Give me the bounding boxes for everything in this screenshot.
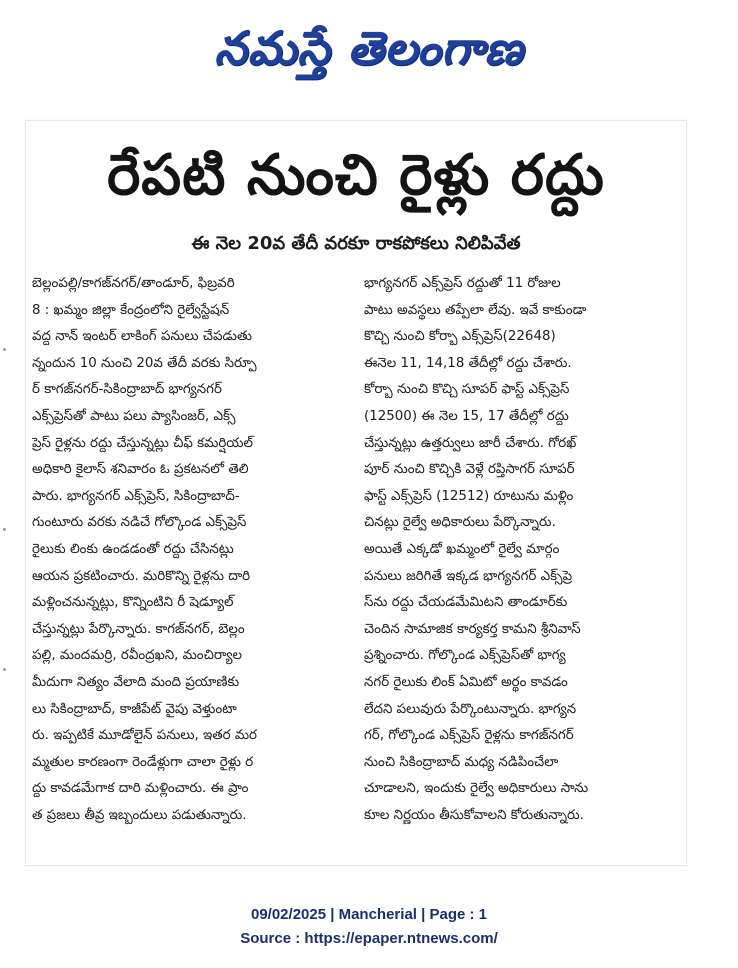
article-text-line: ర్ కాగజ్‌నగర్-సికింద్రాబాద్ భాగ్యనగర్ (32, 382, 222, 398)
newspaper-masthead (0, 8, 738, 88)
article-text-line: కోర్బా నుంచి కొచ్చి సూపర్ ఫాస్ట్ ఎక్స్‌ప్రెస్ (364, 382, 570, 398)
article-text-line: మ్మతుల కారణంగా రెండేళ్లుగా చాలా రైళ్లు ర (32, 754, 254, 770)
scan-dot (3, 348, 6, 351)
article-text-line: ప్రెస్ రైళ్లను రద్దు చేస్తున్నట్లు చీఫ్ కమర్షియల్ (32, 435, 253, 451)
article-text-line: రైలుకు లింకు ఉండడంతో రద్దు చేసినట్లు (32, 541, 234, 557)
article-column-right (364, 271, 682, 861)
article-text-line: ద్దు కావడమేగాక దారి మళ్లించారు. ఈ ప్రాం (32, 781, 249, 797)
article-subheadline: ఈ నెల 20వ తేదీ వరకూ రాకపోకలు నిలిపివేత (191, 233, 521, 254)
article-clipping (25, 120, 687, 866)
article-text-line: చినట్లు రైల్వే అధికారులు పేర్కొన్నారు. (364, 515, 556, 531)
article-text-line: చూడాలని, ఇందుకు రైల్వే అధికారులు సాను (364, 781, 589, 797)
masthead-logo: నమస్తే తెలంగాణ (214, 21, 524, 75)
article-text-line: ఎక్స్‌ప్రెస్‌తో పాటు పలు ప్యాసింజర్, ఎక్స్ (32, 408, 236, 424)
article-text-line: మళ్లించనున్నట్లు, కొన్నింటిని రీ షెడ్యూల్ (32, 595, 234, 611)
article-text-line: 8 : ఖమ్మం జిల్లా కేంద్రంలోని రైల్వేస్టేషన్ (32, 302, 230, 318)
scan-dot (3, 668, 6, 671)
footer-date-edition: 09/02/2025 | Mancherial | Page : 1 (250, 906, 488, 923)
article-text-line: గర్, గోల్కొండ ఎక్స్‌ప్రెస్ రైళ్లను కాగజ్‌నగర్ (364, 728, 574, 744)
article-text-line: పల్లి, మందమర్రి, రవీంద్రఖని, మంచిర్యాల (32, 648, 242, 664)
article-text-line: పారు. భాగ్యనగర్ ఎక్స్‌ప్రెస్, సికింద్రాబాద్- (32, 488, 240, 504)
article-text-line: ప్రశ్నించారు. గోల్కొండ ఎక్స్‌ప్రెస్‌తో భాగ్య (364, 648, 566, 664)
article-column-left (32, 271, 350, 861)
article-text-line: లేదని పలువురు పేర్కొంటున్నారు. భాగ్యన (364, 701, 577, 717)
article-text-line: త ప్రజలు తీవ్ర ఇబ్బందులు పడుతున్నారు. (32, 807, 247, 823)
article-text-line: అధికారి కైలాస్ శనివారం ఓ ప్రకటనలో తెలి (32, 462, 249, 478)
article-text-line: ఫాస్ట్ ఎక్స్‌ప్రెస్ (12512) రూటును మళ్లిం (364, 488, 574, 504)
article-text-line: చెందిన సామాజిక కార్యకర్త కామని శ్రీనివాస్ (364, 621, 581, 637)
article-text-line: న్నందున 10 నుంచి 20వ తేదీ వరకు సిర్పూ (32, 355, 257, 371)
article-text-line: పాటు అవస్థలు తప్పేలా లేవు. ఇవే కాకుండా (364, 302, 587, 318)
article-text-line: కూల నిర్ణయం తీసుకోవాలని కోరుతున్నారు. (364, 807, 584, 823)
article-text-line: నుంచి సికింద్రాబాద్ మధ్య నడిపించేలా (364, 754, 559, 770)
scan-edge-marks (3, 120, 9, 860)
article-text-line: చేస్తున్నట్లు పేర్కొన్నారు. కాగజ్‌నగర్, బెల్లం (32, 621, 245, 637)
article-text-line: అయితే ఎక్కడో ఖమ్మంలో రైల్వే మార్గం (364, 541, 560, 557)
article-text-line: స్‌ను రద్దు చేయడమేమిటని తాండూర్‌కు (364, 595, 568, 611)
article-text-line: పనులు జరిగితే ఇక్కడ భాగ్యనగర్ ఎక్స్‌ప్రె (364, 568, 573, 584)
article-text-line: రు. ఇప్పటికే మూడోలైన్ పనులు, ఇతర మర (32, 728, 257, 744)
article-headline: రేపటి నుంచి రైళ్లు రద్దు (107, 143, 605, 208)
scan-dot (3, 528, 6, 531)
article-text-line: ఈనెల 11, 14,18 తేదీల్లో రద్దు చేశారు. (364, 355, 572, 371)
article-text-line: కొచ్చి నుంచి కోర్బా ఎక్స్‌ప్రెస్(22648) (364, 329, 556, 345)
article-text-line: మీదుగా నిత్యం వేలాది మంది ప్రయాణికు (32, 674, 240, 690)
article-text-line: నగర్ రైలుకు లింక్ ఏమిటో అర్థం కావడం (364, 674, 568, 690)
article-text-line: (12500) ఈ నెల 15, 17 తేదీల్లో రద్దు (364, 408, 569, 424)
article-text-line: గుంటూరు వరకు నడిచే గోల్కొండ ఎక్స్‌ప్రెస్ (32, 515, 247, 531)
footer-source-link[interactable]: Source : https://epaper.ntnews.com/ (240, 930, 498, 947)
article-text-line: చేస్తున్నట్లు ఉత్తర్వులు జారీ చేశారు. గోరఖ్ (364, 435, 577, 451)
article-text-line: బెల్లంపల్లి/కాగజ్‌నగర్/తాండూర్, ఫిబ్రవరి (32, 276, 235, 291)
article-text-line: వద్ద నాన్ ఇంటర్ లాకింగ్ పనులు చేపడుతు (32, 329, 253, 345)
article-text-line: ఆయన ప్రకటించారు. మరికొన్ని రైళ్లను దారి (32, 568, 251, 584)
article-text-line: భాగ్యనగర్ ఎక్స్‌ప్రెస్ రద్దుతో 11 రోజుల (364, 276, 561, 291)
article-text-line: పూర్ నుంచి కొచ్చికి వెళ్లే రప్తిసాగర్ సూపర్ (364, 462, 575, 478)
article-text-line: లు సికింద్రాబాద్, కాజీపేట్ వైపు వెళ్తుంటా (32, 701, 237, 717)
